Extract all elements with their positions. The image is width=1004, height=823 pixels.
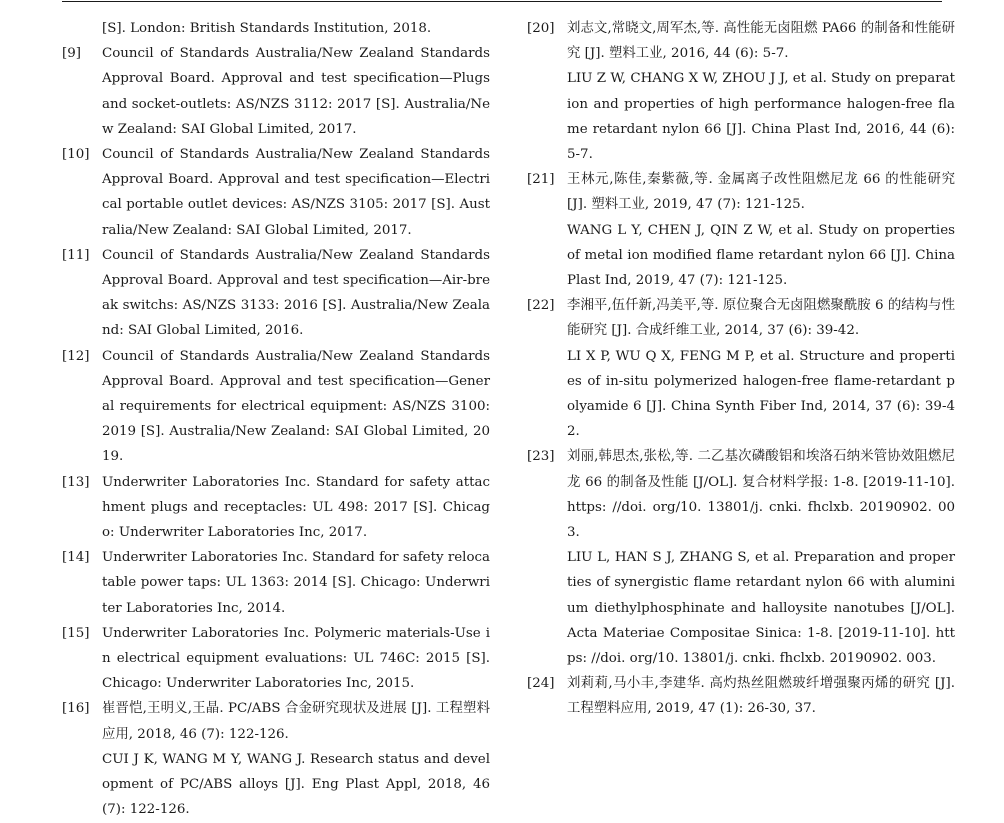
reference-entry (527, 16, 955, 167)
reference-number: [15] (62, 625, 90, 641)
reference-number: [23] (527, 449, 555, 465)
reference-text (102, 344, 490, 470)
reference-column-left (62, 16, 490, 823)
reference-text (102, 470, 490, 546)
reference-text (102, 545, 490, 621)
reference-citation: 刘莉莉,马小丰,李建华. 高灼热丝阻燃玻纤增强聚丙烯的研究 [J]. 工程塑料应用, 2019, 47 (1): 26-30, 37. (567, 676, 955, 717)
reference-number: [20] (527, 21, 555, 36)
reference-number: [13] (62, 474, 90, 490)
reference-citation: 刘志文,常晓文,周军杰,等. 高性能无卤阻燃 PA66 的制备和性能研究 [J]. 塑料工业, 2016, 44 (6): 5-7. (567, 21, 955, 62)
reference-citation: Council of Standards Australia/New Zealand Standards Approval Board. Approval and test specification—Air-break switchs: AS/NZS 3133: 2016 [S]. Australia/New Zealand: SAI Global Limited, 2016. (102, 247, 490, 339)
reference-text (567, 293, 955, 444)
reference-translation: CUI J K, WANG M Y, WANG J. Research status and development of PC/ABS alloys [J]. Eng Plast Appl, 2018, 46 (7): 122-126. (102, 751, 490, 818)
reference-entry (62, 16, 490, 41)
reference-entry (527, 671, 955, 721)
reference-translation: LIU L, HAN S J, ZHANG S, et al. Preparation and properties of synergistic flame retardant nylon 66 with aluminium diethylphosphinate and halloysite nanotubes [J/OL]. Acta Materiae Compositae Sinica: 1-8. [2019-11-10]. https: //doi. org/10. 13801/j. cnki. fhclxb. 20190902. 003. (567, 550, 955, 667)
reference-entry (62, 344, 490, 470)
reference-text (567, 16, 955, 167)
reference-citation: 王林元,陈佳,秦紫薇,等. 金属离子改性阻燃尼龙 66 的性能研究 [J]. 塑料工业, 2019, 47 (7): 121-125. (567, 172, 955, 213)
reference-number: [22] (527, 298, 555, 314)
reference-text (102, 621, 490, 697)
reference-entry (62, 696, 490, 822)
reference-citation: Council of Standards Australia/New Zealand Standards Approval Board. Approval and test specification—Plugs and socket-outlets: AS/NZS 3112: 2017 [S]. Australia/New Zealand: SAI Global Limited, 2017. (102, 46, 490, 137)
reference-text (102, 16, 490, 41)
reference-text (567, 167, 955, 293)
reference-citation: 刘丽,韩思杰,张松,等. 二乙基次磷酸铝和埃洛石纳米管协效阻燃尼龙 66 的制备及性能 [J/OL]. 复合材料学报: 1-8. [2019-11-10]. https: //doi. org/10. 13801/j. cnki. fhclxb. 20190902. 003. (567, 449, 955, 541)
reference-number: [12] (62, 348, 90, 364)
reference-entry (527, 444, 955, 671)
reference-entry (62, 142, 490, 243)
reference-citation: Underwriter Laboratories Inc. Standard for safety attachment plugs and receptacles: UL 498: 2017 [S]. Chicago: Underwriter Laboratories Inc, 2017. (102, 474, 490, 541)
reference-entry (527, 167, 955, 293)
reference-entry (62, 243, 490, 344)
reference-entry (62, 470, 490, 546)
reference-text (567, 444, 955, 671)
reference-text (102, 41, 490, 142)
reference-citation: 李湘平,伍仟新,冯美平,等. 原位聚合无卤阻燃聚酰胺 6 的结构与性能研究 [J]. 合成纤维工业, 2014, 37 (6): 39-42. (567, 298, 955, 339)
reference-entry (62, 621, 490, 697)
reference-citation: Council of Standards Australia/New Zealand Standards Approval Board. Approval and test specification—General requirements for electrical equipment: AS/NZS 3100: 2019 [S]. Australia/New Zealand: SAI Global Limited, 2019. (102, 348, 490, 465)
reference-citation: [S]. London: British Standards Institution, 2018. (102, 21, 432, 36)
reference-translation: WANG L Y, CHEN J, QIN Z W, et al. Study on properties of metal ion modified flame retardant nylon 66 [J]. China Plast Ind, 2019, 47 (7): 121-125. (567, 222, 955, 289)
reference-entry (62, 41, 490, 142)
reference-number: [21] (527, 172, 555, 188)
reference-entry (62, 545, 490, 621)
header-rule (62, 1, 942, 2)
reference-translation: LI X P, WU Q X, FENG M P, et al. Structure and properties of in-situ polymerized halogen-free flame-retardant polyamide 6 [J]. China Synth Fiber Ind, 2014, 37 (6): 39-42. (567, 348, 955, 440)
reference-citation: Underwriter Laboratories Inc. Standard for safety relocatable power taps: UL 1363: 2014 [S]. Chicago: Underwriter Laboratories Inc, 2014. (102, 550, 490, 616)
reference-text (567, 671, 955, 721)
reference-number: [24] (527, 676, 555, 692)
reference-text (102, 142, 490, 243)
reference-text (102, 696, 490, 822)
reference-citation: Council of Standards Australia/New Zealand Standards Approval Board. Approval and test specification—Electrical portable outlet devices: AS/NZS 3105: 2017 [S]. Australia/New Zealand: SAI Global Limited, 2017. (102, 147, 490, 238)
reference-number: [14] (62, 550, 90, 566)
reference-number: [11] (62, 247, 90, 263)
reference-text (102, 243, 490, 344)
reference-number: [10] (62, 147, 90, 163)
reference-translation: LIU Z W, CHANG X W, ZHOU J J, et al. Study on preparation and properties of high performance halogen-free flame retardant nylon 66 [J]. China Plast Ind, 2016, 44 (6): 5-7. (567, 71, 955, 163)
reference-citation: Underwriter Laboratories Inc. Polymeric materials-Use in electrical equipment evaluations: UL 746C: 2015 [S]. Chicago: Underwriter Laboratories Inc, 2015. (102, 625, 490, 692)
reference-citation: 崔晋恺,王明义,王晶. PC/ABS 合金研究现状及进展 [J]. 工程塑料应用, 2018, 46 (7): 122-126. (102, 701, 490, 742)
reference-column-right (527, 16, 955, 722)
reference-entry (527, 293, 955, 444)
reference-number: [9] (62, 46, 81, 62)
reference-number: [16] (62, 701, 90, 717)
